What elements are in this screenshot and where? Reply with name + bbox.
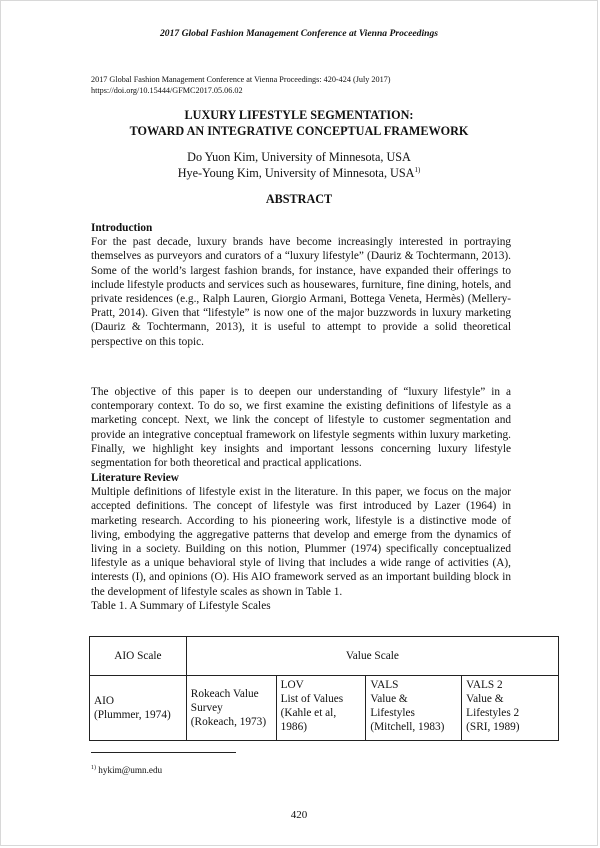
- section-heading: Introduction: [91, 222, 153, 234]
- author-name: Hye-Young Kim, University of Minnesota, USA: [177, 166, 415, 180]
- footnote: [91, 765, 162, 775]
- table-header-cell: AIO Scale: [90, 637, 187, 676]
- section-heading: Literature Review: [91, 472, 179, 484]
- citation-block: [91, 74, 521, 96]
- paragraph: For the past decade, luxury brands have become increasingly interested in portraying themselves as purveyors and curators of a “luxury lifestyle” (Dauriz & Tochtermann, 2013). Some of the world’s largest fashion brands, for instance, have expanded their offerings to include lifestyle products and services such as housewares, furniture, fine dining, hotels, and private residences (e.g., Ralph Lauren, Giorgio Armani, Bottega Veneta, Hermès) (Mellery-Pratt, 2014). Given that “lifestyle” is now one of the major buzzwords in luxury marketing (Dauriz & Tochtermann, 2013), it is useful to attempt to provide a solid theoretical perspective on this topic.: [91, 236, 511, 348]
- table-cell: VALS 2 Value & Lifestyles 2 (SRI, 1989): [462, 676, 559, 741]
- doi-line: https://doi.org/10.15444/GFMC2017.05.06.02: [91, 86, 243, 95]
- table-cell: LOV List of Values (Kahle et al, 1986): [276, 676, 366, 741]
- author-1: [1, 149, 597, 165]
- table-cell: AIO (Plummer, 1974): [90, 676, 187, 741]
- footnote-marker: 1): [414, 166, 421, 174]
- paper-title: [1, 108, 597, 139]
- page-number: 420: [290, 809, 308, 821]
- author-2: [1, 165, 597, 181]
- author-list: [1, 149, 597, 181]
- author-name: Do Yuon Kim, University of Minnesota, USA: [187, 150, 411, 164]
- footnote-marker: 1): [91, 765, 96, 771]
- lifestyle-scales-table: [89, 636, 559, 741]
- title-line-1: LUXURY LIFESTYLE SEGMENTATION:: [184, 108, 414, 122]
- abstract-heading: ABSTRACT: [265, 192, 333, 206]
- literature-review-section: [91, 471, 511, 613]
- objective-paragraph: The objective of this paper is to deepen our understanding of “luxury lifestyle” in a contemporary context. To do so, we first examine the existing definitions of lifestyle as a marketing concept. Next, we link the concept of lifestyle to customer segmentation and provide an integrative conceptual framework on lifestyle segments within luxury marketing. Finally, we highlight key insights and important lessons concerning luxury lifestyle segmentation for both theoretical and practical applications.: [91, 386, 511, 470]
- introduction-section: [91, 221, 511, 349]
- table-header-row: [90, 637, 559, 676]
- citation-line: 2017 Global Fashion Management Conference at Vienna Proceedings: 420-424 (July 2017): [91, 75, 391, 84]
- paragraph: Multiple definitions of lifestyle exist in the literature. In this paper, we focus on the major accepted definitions. The concept of lifestyle was first introduced by Lazer (1964) in marketing research. According to his pioneering work, lifestyle is a distinctive mode of living, embodying the aggregative patterns that develop and emerge from the dynamics of living in a society. Building on this notion, Plummer (1974) specifically conceptualized lifestyle as a unique behavioral style of living that includes a wide range of activities (A), interests (I), and opinions (O). His AIO framework served as an important building block in the development of lifestyle scales as shown in Table 1.: [91, 486, 511, 598]
- running-head: 2017 Global Fashion Management Conference at Vienna Proceedings: [160, 28, 438, 39]
- table-row: [90, 676, 559, 741]
- table-cell: Rokeach Value Survey (Rokeach, 1973): [186, 676, 276, 741]
- footnote-email: hykim@umn.edu: [98, 765, 163, 775]
- title-line-2: TOWARD AN INTEGRATIVE CONCEPTUAL FRAMEWORK: [129, 123, 469, 138]
- footnote-divider: [91, 752, 236, 753]
- table-cell: VALS Value & Lifestyles (Mitchell, 1983): [366, 676, 462, 741]
- table-caption: Table 1. A Summary of Lifestyle Scales: [91, 599, 271, 612]
- table-header-cell: Value Scale: [186, 637, 558, 676]
